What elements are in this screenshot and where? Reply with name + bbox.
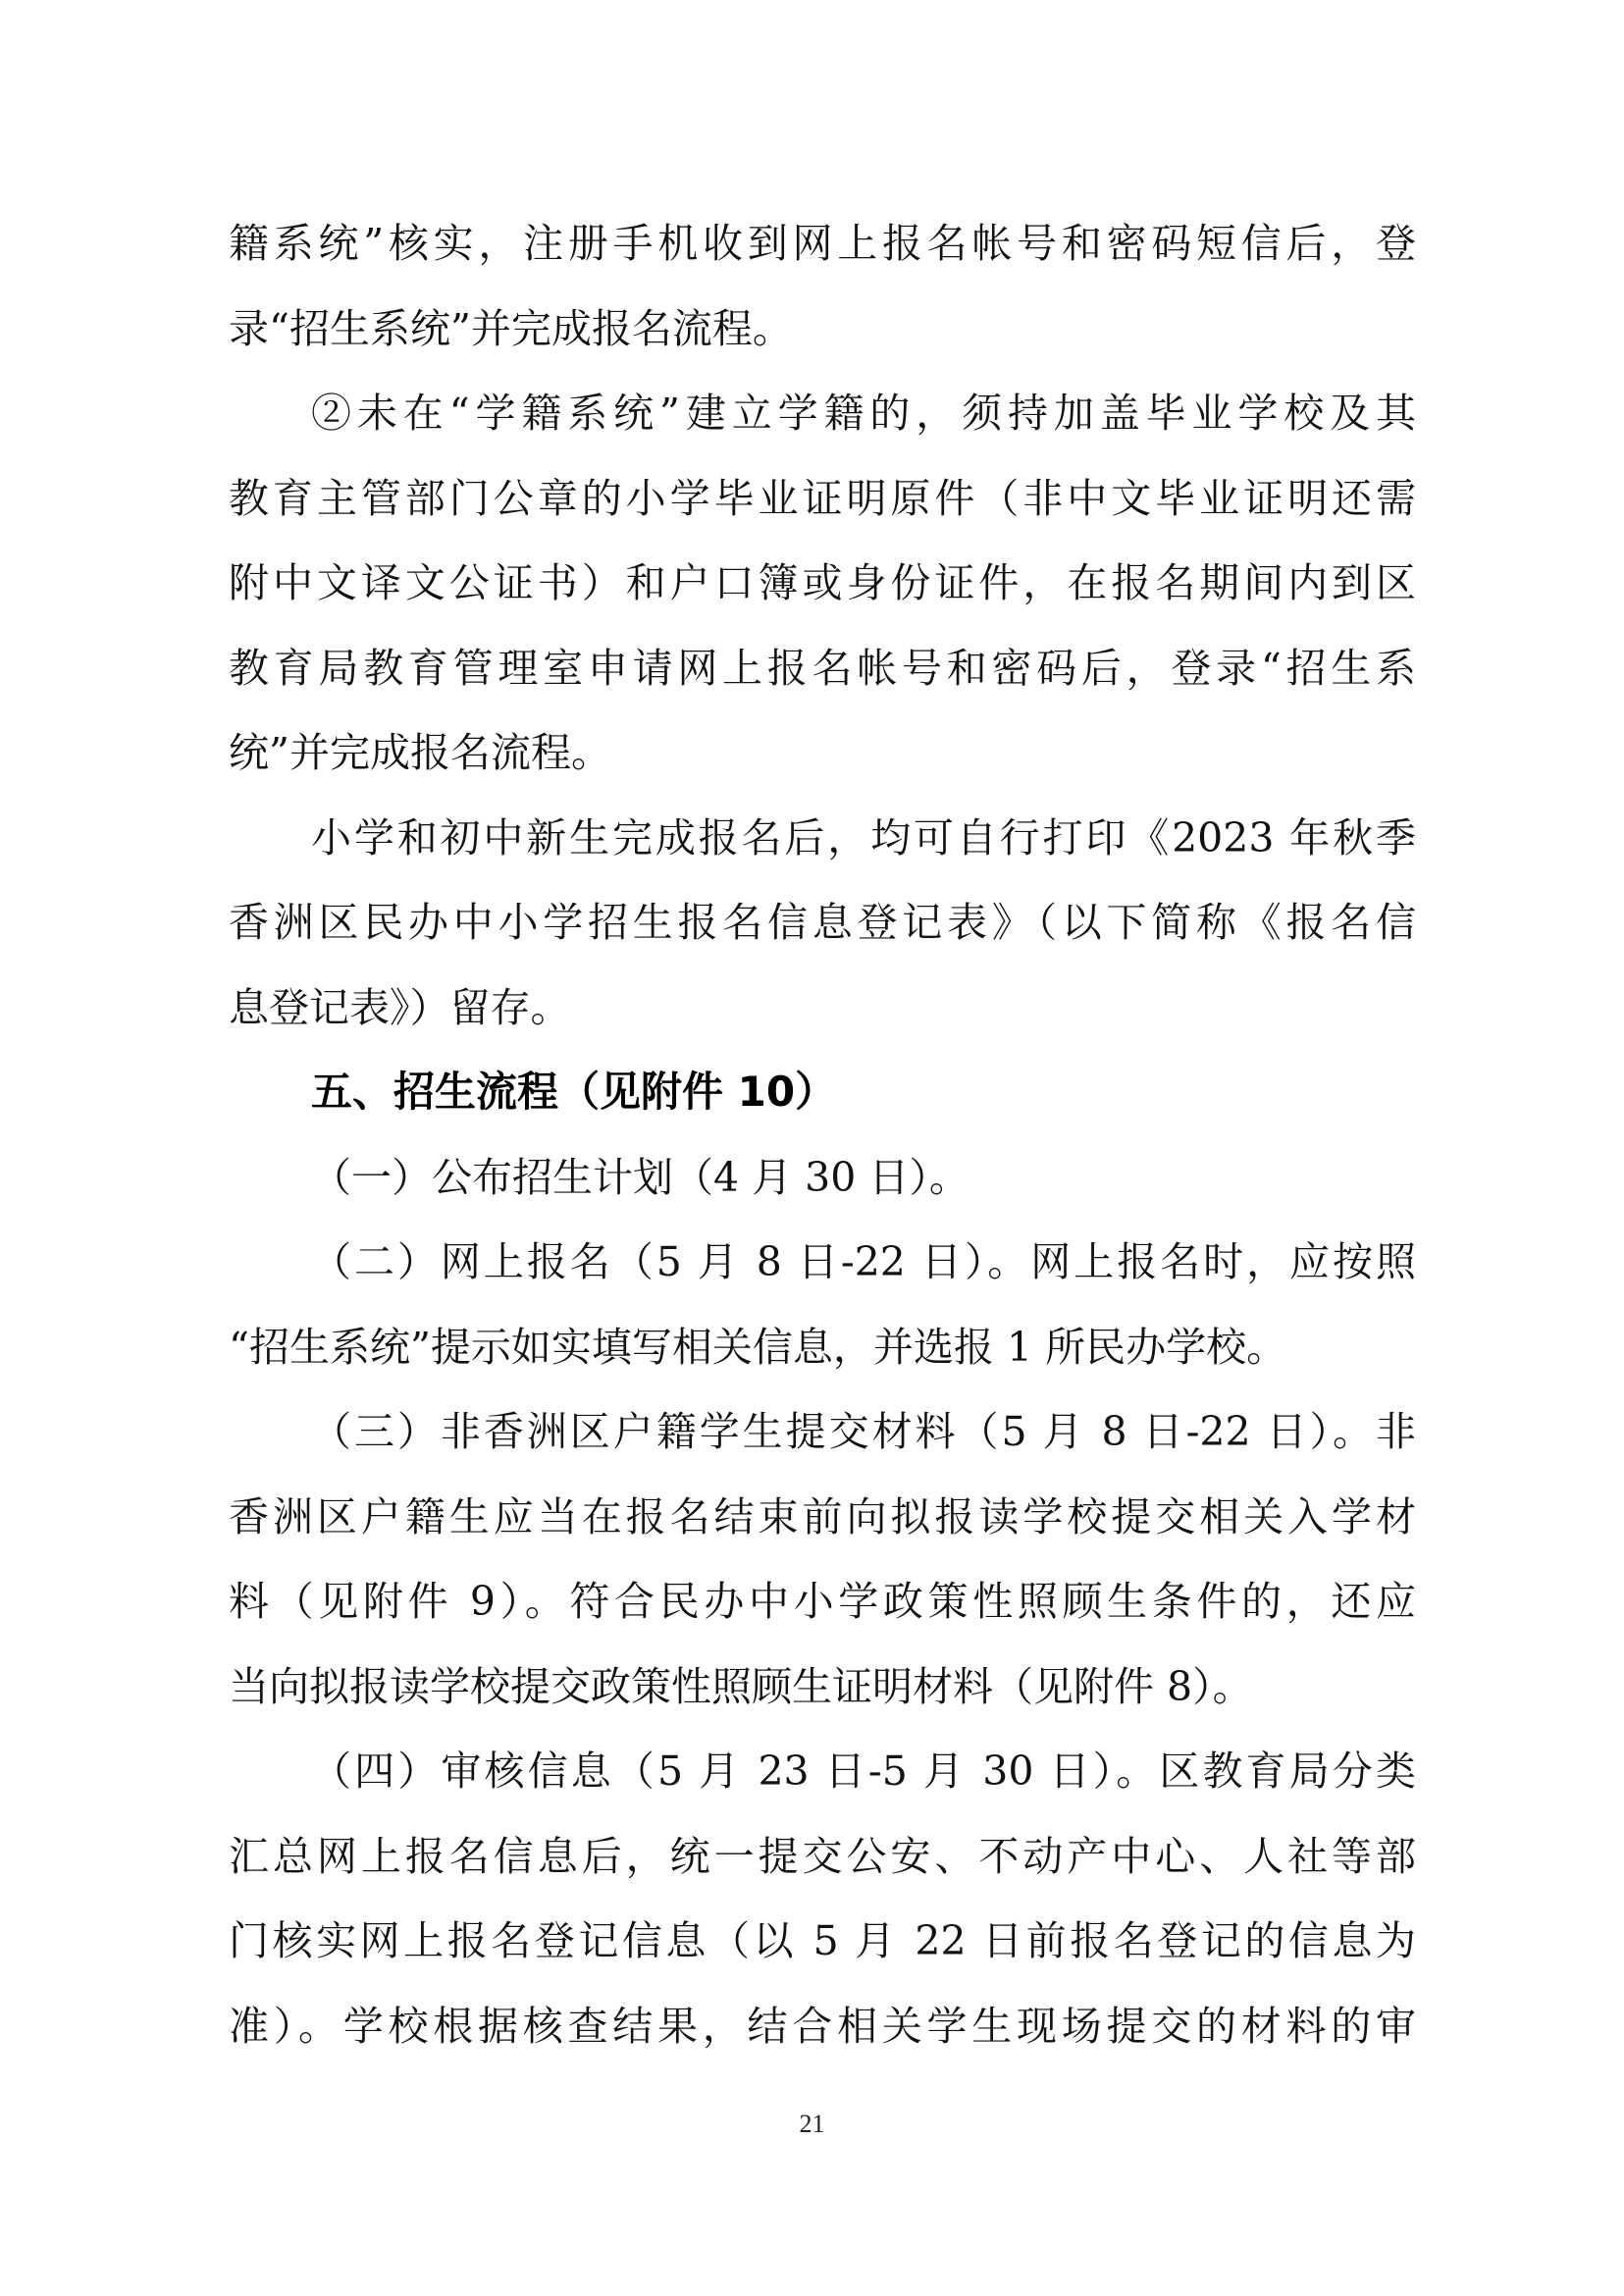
text-line: 当向拟报读学校提交政策性照顾生证明材料（见附件 8）。 <box>229 1662 1253 1710</box>
text-line: 汇总网上报名信息后，统一提交公安、不动产中心、人社等部 <box>229 1832 1416 1880</box>
text-line: 教育主管部门公章的小学毕业证明原件（非中文毕业证明还需 <box>229 474 1416 522</box>
section-heading: 五、招生流程（见附件 10） <box>311 1068 837 1116</box>
text-line: 香洲区户籍生应当在报名结束前向拟报读学校提交相关入学材 <box>229 1492 1416 1540</box>
body-text <box>229 201 1416 2068</box>
text-line: 息登记表》）留存。 <box>229 983 571 1031</box>
text-line: “招生系统”提示如实填写相关信息，并选报 1 所民办学校。 <box>229 1323 1287 1371</box>
text-line: 附中文译文公证书）和户口簿或身份证件，在报名期间内到区 <box>229 559 1416 606</box>
text-line: 籍系统”核实，注册手机收到网上报名帐号和密码短信后，登 <box>229 220 1416 267</box>
text-line: ②未在“学籍系统”建立学籍的，须持加盖毕业学校及其 <box>311 390 1416 437</box>
page-number: 21 <box>799 2110 825 2138</box>
text-line: 录“招生系统”并完成报名流程。 <box>229 304 793 352</box>
text-line: （二）网上报名（5 月 8 日-22 日）。网上报名时，应按照 <box>311 1238 1416 1285</box>
text-line: 统”并完成报名流程。 <box>229 729 611 776</box>
text-line: 香洲区民办中小学招生报名信息登记表》（以下简称《报名信 <box>229 899 1416 946</box>
text-line: （三）非香洲区户籍学生提交材料（5 月 8 日-22 日）。非 <box>311 1408 1416 1455</box>
text-line: 门核实网上报名登记信息（以 5 月 22 日前报名登记的信息为 <box>229 1917 1416 1964</box>
text-line: 小学和初中新生完成报名后，均可自行打印《2023 年秋季 <box>311 813 1416 861</box>
text-line: （四）审核信息（5 月 23 日-5 月 30 日）。区教育局分类 <box>311 1748 1416 1795</box>
text-line: 准）。学校根据核查结果，结合相关学生现场提交的材料的审 <box>229 2002 1416 2050</box>
text-line: （一）公布招生计划（4 月 30 日）。 <box>311 1153 969 1201</box>
text-line: 教育局教育管理室申请网上报名帐号和密码后，登录“招生系 <box>229 644 1416 692</box>
text-line: 料（见附件 9）。符合民办中小学政策性照顾生条件的，还应 <box>229 1578 1416 1625</box>
